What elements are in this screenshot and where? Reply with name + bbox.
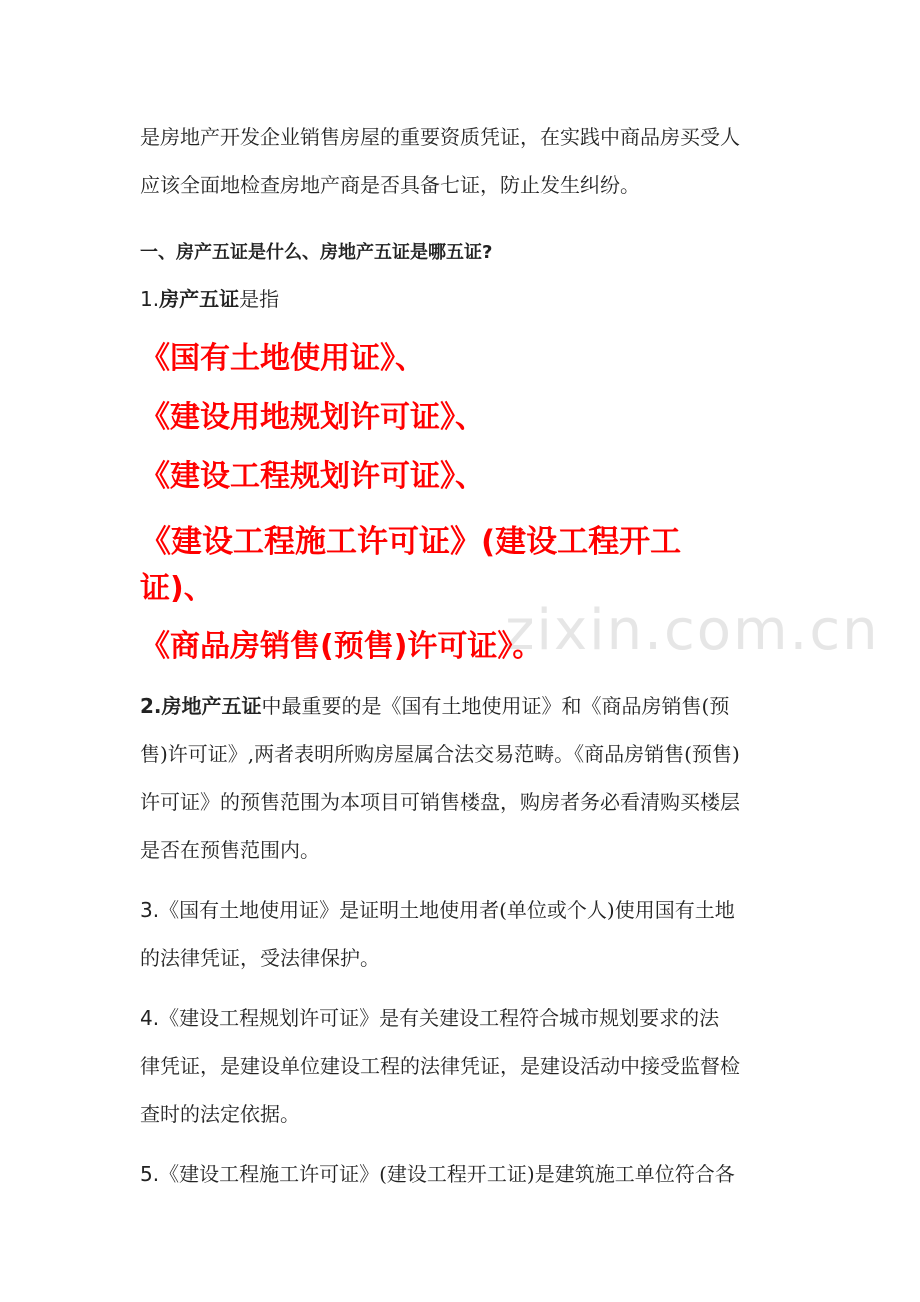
item-2-text: 中最重要的是《国有土地使用证》和《商品房销售(预 xyxy=(261,694,730,718)
item-5-line-1 xyxy=(140,1153,790,1195)
item-4-line-2: 律凭证，是建设单位建设工程的法律凭证，是建设活动中接受监督检 xyxy=(140,1054,740,1078)
certificate-4-line-1: 《建设工程施工许可证》(建设工程开工 xyxy=(140,524,682,560)
item-2-bold: 房地产五证 xyxy=(161,694,262,718)
item-3-line-1 xyxy=(140,889,790,931)
item-2-line-4: 是否在预售范围内。 xyxy=(140,838,320,862)
item-2-number: 2. xyxy=(140,694,162,718)
item-3-text: 《国有土地使用证》是证明土地使用者(单位或个人)使用国有土地 xyxy=(159,898,735,922)
certificate-5: 《商品房销售(预售)许可证》。 xyxy=(140,629,543,664)
item-2-line-2: 售)许可证》,两者表明所购房屋属合法交易范畴。《商品房销售(预售) xyxy=(140,742,740,766)
certificate-3: 《建设工程规划许可证》、 xyxy=(140,459,485,494)
item-1-number: 1. xyxy=(140,287,160,311)
certificate-4-line-2: 证)、 xyxy=(140,571,214,606)
item-4-number: 4. xyxy=(140,1006,160,1030)
item-4-line-1 xyxy=(140,997,790,1039)
item-1 xyxy=(140,278,790,320)
intro-line-2: 应该全面地检查房地产商是否具备七证，防止发生纠纷。 xyxy=(140,173,640,197)
certificate-1: 《国有土地使用证》、 xyxy=(140,341,425,376)
item-3-number: 3. xyxy=(140,898,160,922)
item-5-number: 5. xyxy=(140,1162,160,1186)
intro-line-1: 是房地产开发企业销售房屋的重要资质凭证，在实践中商品房买受人 xyxy=(140,125,740,149)
item-2-line-3: 许可证》的预售范围为本项目可销售楼盘，购房者务必看清购买楼层 xyxy=(140,790,740,814)
item-3-line-2: 的法律凭证，受法律保护。 xyxy=(140,946,380,970)
watermark: zixin.com.cn xyxy=(505,598,880,663)
section-heading: 一、房产五证是什么、房地产五证是哪五证? xyxy=(140,242,493,263)
item-5-text: 《建设工程施工许可证》(建设工程开工证)是建筑施工单位符合各 xyxy=(159,1162,735,1186)
item-4-text: 《建设工程规划许可证》是有关建设工程符合城市规划要求的法 xyxy=(159,1006,720,1030)
item-4-line-3: 查时的法定依据。 xyxy=(140,1102,300,1126)
item-1-bold: 房产五证 xyxy=(159,287,240,311)
certificate-2: 《建设用地规划许可证》、 xyxy=(140,400,485,435)
item-1-text: 是指 xyxy=(239,287,280,311)
item-2-line-1 xyxy=(140,685,790,727)
